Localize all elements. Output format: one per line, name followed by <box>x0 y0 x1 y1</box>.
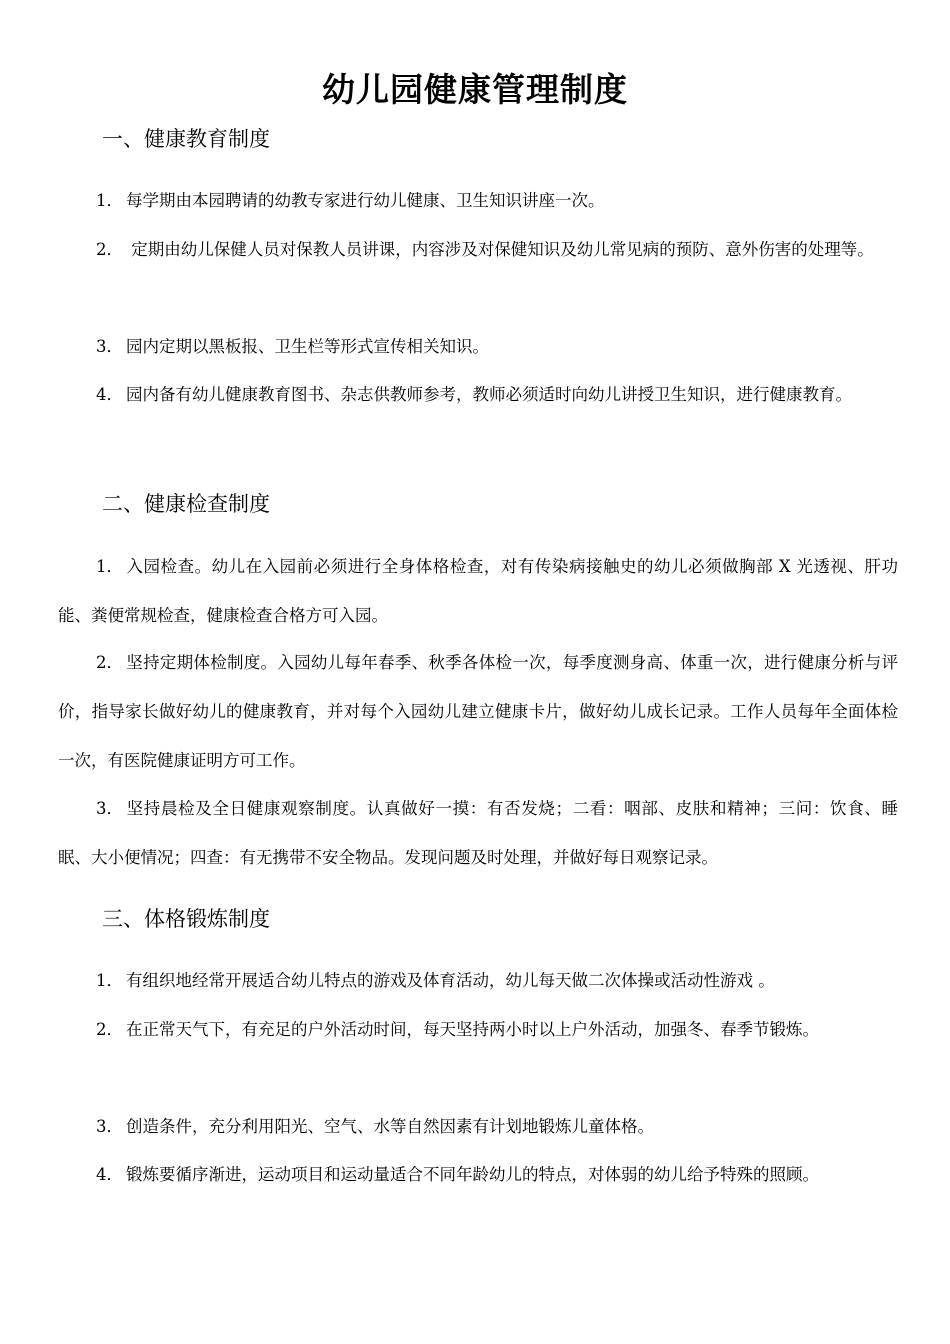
section-heading-health-checkup: 二、健康检查制度 <box>102 492 270 516</box>
paragraph <box>58 176 898 225</box>
item-number: 2． <box>96 1020 123 1039</box>
item-text: 坚持定期体检制度。入园幼儿每年春季、秋季各体检一次，每季度测身高、体重一次，进行健康分析与评价，指导家长做好幼儿的健康教育，并对每个入园幼儿建立健康卡片，做好幼儿成长记录。工作人员每年全面体检一次，有医院健康证明方可工作。 <box>58 653 898 770</box>
item-text: 在正常天气下，有充足的户外活动时间，每天坚持两小时以上户外活动，加强冬、春季节锻炼。 <box>126 1020 819 1039</box>
paragraph <box>58 1150 898 1199</box>
item-number: 1． <box>96 971 123 990</box>
item-text: 有组织地经常开展适合幼儿特点的游戏及体育活动，幼儿每天做二次体操或活动性游戏 。 <box>126 971 775 990</box>
item-number: 4． <box>96 1165 123 1184</box>
document-title: 幼儿园健康管理制度 <box>322 70 628 109</box>
paragraph <box>58 784 898 882</box>
paragraph <box>58 225 898 274</box>
item-text: 坚持晨检及全日健康观察制度。认真做好一摸：有否发烧；二看：咽部、皮肤和精神；三问：饮食、睡眠、大小便情况；四查：有无携带不安全物品。发现问题及时处理，并做好每日观察记录。 <box>58 799 898 867</box>
item-text: 园内定期以黑板报、卫生栏等形式宣传相关知识。 <box>126 337 489 356</box>
paragraph <box>58 370 898 419</box>
item-number: 3． <box>96 1117 123 1136</box>
item-number: 1． <box>96 191 123 210</box>
item-number: 2． <box>96 240 123 259</box>
item-text: 创造条件，充分利用阳光、空气、水等自然因素有计划地锻炼儿童体格。 <box>126 1117 654 1136</box>
paragraph <box>58 542 898 640</box>
item-text: 锻炼要循序渐进，运动项目和运动量适合不同年龄幼儿的特点，对体弱的幼儿给予特殊的照顾。 <box>126 1165 819 1184</box>
item-number: 2． <box>96 653 123 672</box>
item-text: 入园检查。幼儿在入园前必须进行全身体格检查，对有传染病接触史的幼儿必须做胸部 X 光透视、肝功能、粪便常规检查，健康检查合格方可入园。 <box>58 557 898 625</box>
paragraph <box>58 322 898 371</box>
paragraph <box>58 1102 898 1151</box>
paragraph <box>58 956 898 1005</box>
paragraph <box>58 1005 898 1054</box>
section-heading-physical-exercise: 三、体格锻炼制度 <box>102 907 270 931</box>
item-text: 每学期由本园聘请的幼教专家进行幼儿健康、卫生知识讲座一次。 <box>126 191 605 210</box>
item-number: 1． <box>96 557 123 576</box>
item-number: 4． <box>96 385 123 404</box>
paragraph <box>58 638 898 785</box>
section-heading-health-education: 一、健康教育制度 <box>102 127 270 151</box>
item-number: 3． <box>96 799 123 818</box>
item-text: 定期由幼儿保健人员对保教人员讲课，内容涉及对保健知识及幼儿常见病的预防、意外伤害的处理等。 <box>126 240 874 259</box>
item-number: 3． <box>96 337 123 356</box>
item-text: 园内备有幼儿健康教育图书、杂志供教师参考，教师必须适时向幼儿讲授卫生知识，进行健康教育。 <box>126 385 852 404</box>
